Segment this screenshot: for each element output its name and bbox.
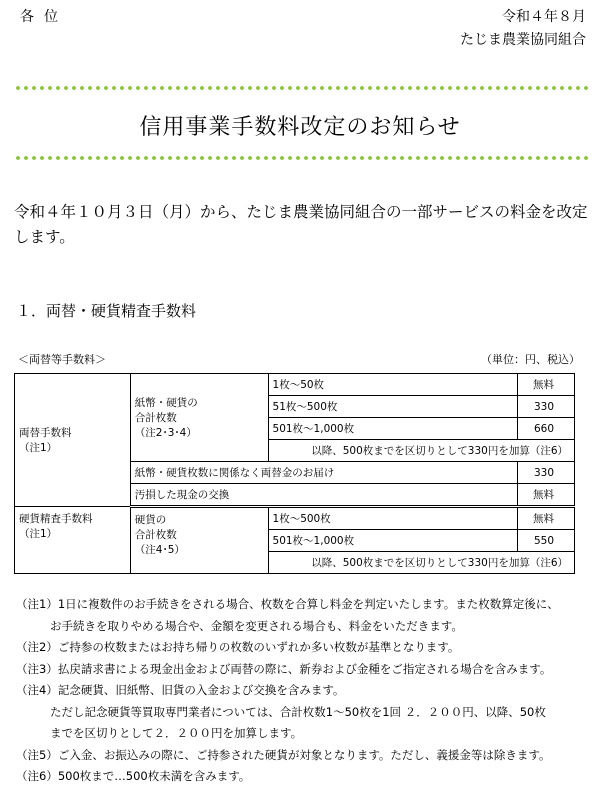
exchange-fee-cell [15,374,131,507]
page-title: 信用事業手数料改定のお知らせ [139,115,461,140]
footnote: （注4）記念硬貨、旧紙幣、旧貨の入金および交換を含みます。 [16,683,345,697]
delivery-label: 紙幣・硬貨枚数に関係なく両替金のお届け [130,462,517,484]
footnote: （注2）ご持参の枚数またはお持ち帰りの枚数のいずれか多い枚数が基準となります。 [16,640,460,654]
damaged-cash-label: 汚損した現金の交換 [130,484,517,507]
notes-coins-cell [130,374,268,462]
table-row [15,507,575,530]
coins-cell [130,507,268,574]
fee-cell: 330 [518,462,575,484]
range-cell: 51枚～500枚 [268,396,517,418]
fee-cell: 330 [518,396,575,418]
table-row [15,374,575,396]
footnote: （注1）1日に複数件のお手続きをされる場合、枚数を合算し料金を判定いたします。また枚数算定後に、 [16,597,559,611]
exchange-fee-label: 両替手数料 [19,427,72,439]
additional-fee-note: 以降、500枚までを区切りとして330円を加算（注6） [268,552,574,574]
footnote: （注6）500枚まで…500枚未満を含みます。 [16,769,251,783]
issue-date: 令和４年８月 [502,9,586,25]
footnotes [16,594,596,788]
fee-cell: 無料 [518,507,575,530]
notes-coins-label-3: （注2･3･4） [134,427,197,439]
notes-coins-label-2: 合計枚数 [134,412,177,424]
fee-table [14,373,575,574]
footnote-continuation: ただし記念硬貨等買取専門業者については、合計枚数1～50枚を1回 ２．２００円、以降、50枚 [50,704,546,719]
fee-cell: 660 [518,418,575,440]
coins-label-2: 合計枚数 [134,529,177,541]
range-cell: 1枚～50枚 [268,374,517,396]
unit-note: （単位：円、税込） [481,353,580,366]
recipient: 各位 [20,9,68,25]
section-title: １．両替・硬貨精査手数料 [16,302,197,320]
range-cell: 501枚～1,000枚 [268,418,517,440]
footnote: （注5）ご入金、お振込みの際に、ご持参された硬貨が対象となります。ただし、義援金等は除きます。 [16,747,551,762]
fee-cell: 550 [518,530,575,552]
footnote-continuation: お手続きを取りやめる場合や、金額を変更される場合も、料金をいただきます。 [50,618,463,633]
exchange-fee-note: （注1） [19,442,58,454]
notes-coins-label-1: 紙幣・硬貨の [134,397,198,409]
dotted-divider-bottom [14,156,590,160]
coins-label-3: （注4･5） [134,544,185,556]
dotted-divider-top [14,86,590,90]
range-cell: 1枚～500枚 [268,507,517,530]
coins-label-1: 硬貨の [134,514,167,526]
organization-name: たじま農業協同組合 [460,32,586,48]
coin-check-fee-cell [15,507,131,574]
additional-fee-note: 以降、500枚までを区切りとして330円を加算（注6） [268,440,574,462]
table-caption: ＜両替等手数料＞ [18,353,106,366]
fee-cell: 無料 [518,374,575,396]
intro-paragraph: 令和４年１０月３日（月）から、たじま農業協同組合の一部サービスの料金を改定します。 [14,203,588,246]
footnote-continuation: までを区切りとして２．２００円を加算します。 [50,726,303,740]
coin-check-fee-note: （注1） [19,528,58,540]
fee-cell: 無料 [518,484,575,507]
range-cell: 501枚～1,000枚 [268,530,517,552]
coin-check-fee-label: 硬貨精査手数料 [19,513,93,525]
footnote: （注3）払戻請求書による現金出金および両替の際に、新券および金種をご指定される場合を含みます。 [16,661,552,676]
